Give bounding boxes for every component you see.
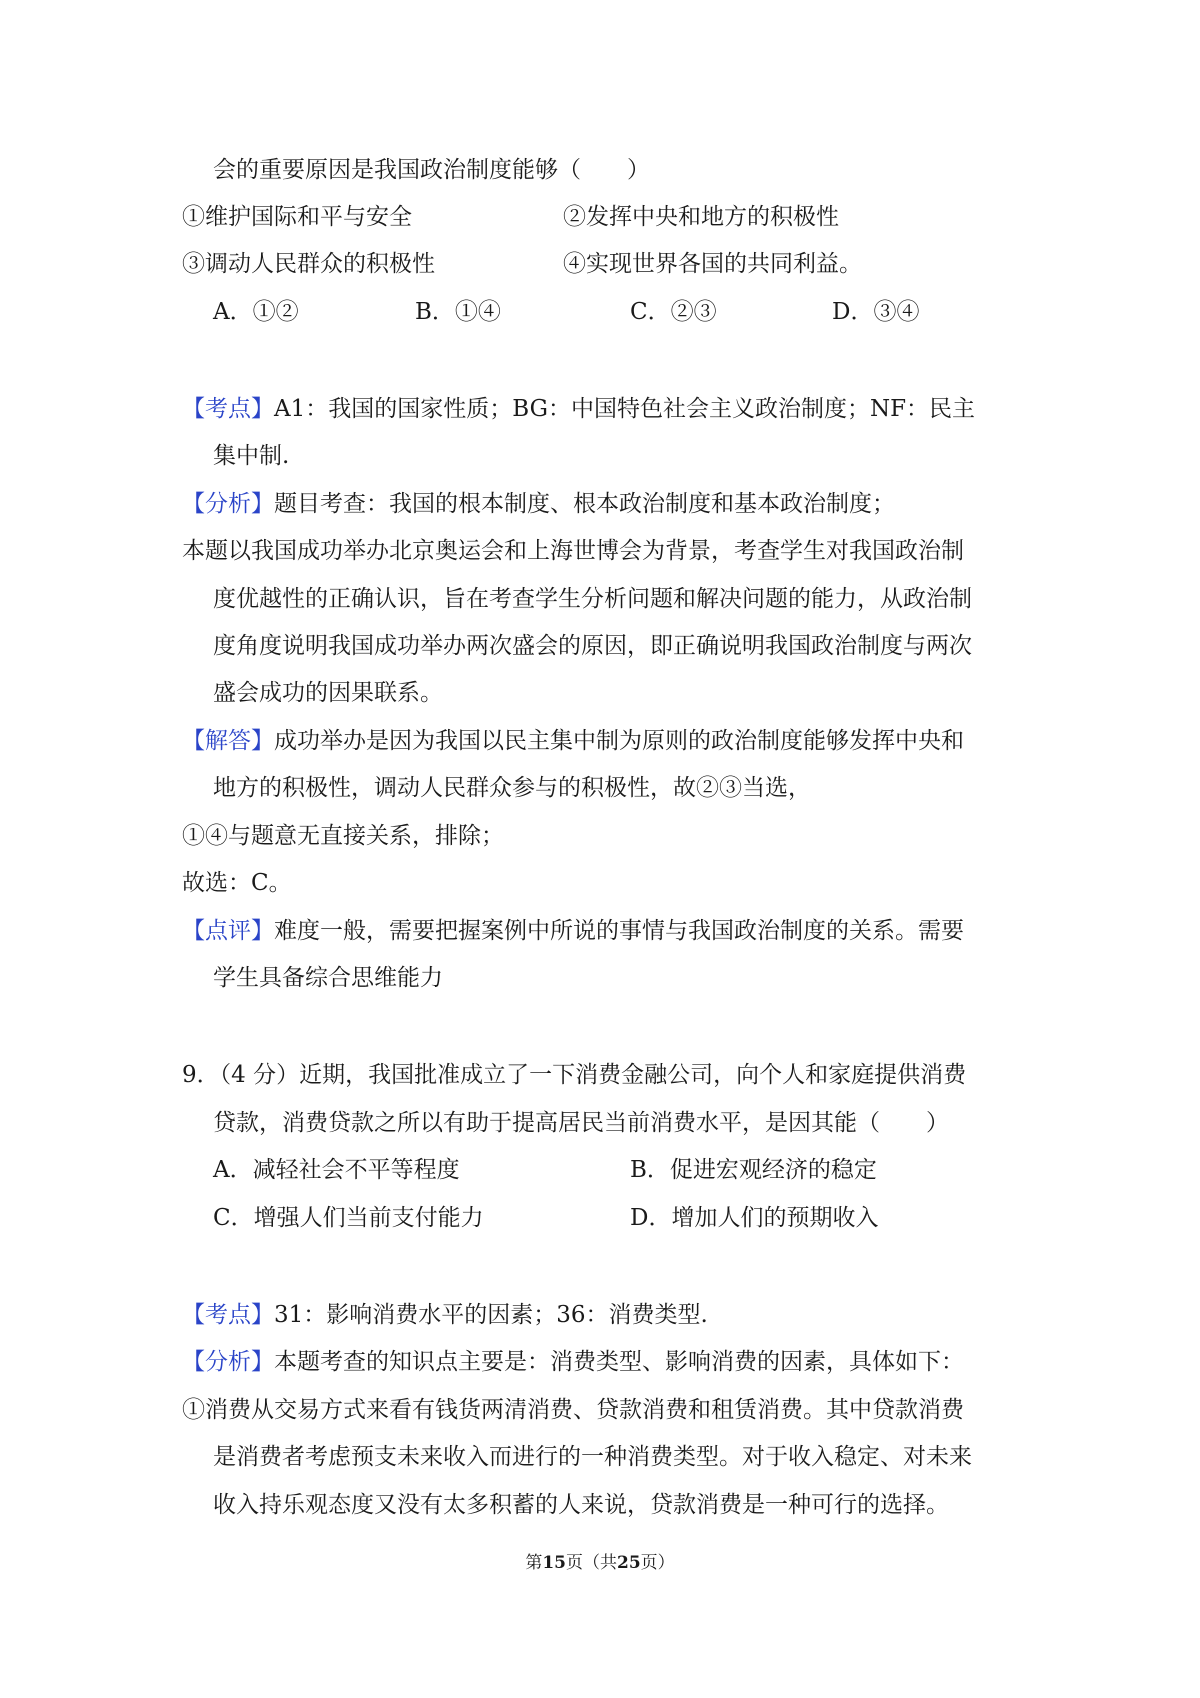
q8-choice-b: B．①④ <box>415 299 501 325</box>
q8-para-l1: 本题以我国成功举办北京奥运会和上海世博会为背景，考查学生对我国政治制 <box>182 538 964 564</box>
q9-choice-b: B．促进宏观经济的稳定 <box>630 1157 877 1183</box>
q8-choice-c: C．②③ <box>630 299 717 325</box>
q9-kaodian <box>182 1300 708 1330</box>
q8-item-3: ③调动人民群众的积极性 <box>182 251 435 277</box>
q8-jieda-l4: 故选：C。 <box>182 870 292 896</box>
q8-para-l2: 度优越性的正确认识，旨在考查学生分析问题和解决问题的能力，从政治制 <box>213 586 972 612</box>
jieda-tag: 【解答】 <box>182 728 274 754</box>
q9-choice-d: D．增加人们的预期收入 <box>630 1205 879 1231</box>
fenxi-tag: 【分析】 <box>182 491 274 517</box>
fenxi-text: 题目考查：我国的根本制度、根本政治制度和基本政治制度； <box>274 491 895 517</box>
q9-fenxi <box>182 1347 964 1377</box>
q8-para-l3: 度角度说明我国成功举办两次盛会的原因，即正确说明我国政治制度与两次 <box>213 633 972 659</box>
q8-fenxi <box>182 489 895 519</box>
q8-dianping <box>182 916 964 946</box>
dianping-tag: 【点评】 <box>182 918 274 944</box>
q8-item-4: ④实现世界各国的共同利益。 <box>563 251 862 277</box>
fenxi-text: 本题考查的知识点主要是：消费类型、影响消费的因素，具体如下： <box>274 1349 964 1375</box>
q9-stem-l2: 贷款，消费贷款之所以有助于提高居民当前消费水平，是因其能（ ） <box>213 1110 949 1136</box>
kaodian-text: 31：影响消费水平的因素；36：消费类型. <box>274 1302 708 1328</box>
jieda-text: 成功举办是因为我国以民主集中制为原则的政治制度能够发挥中央和 <box>274 728 964 754</box>
kaodian-text: A1：我国的国家性质；BG：中国特色社会主义政治制度；NF：民主 <box>274 396 976 422</box>
q8-kaodian-cont: 集中制. <box>213 443 290 469</box>
q8-dianping-l2: 学生具备综合思维能力 <box>213 965 443 991</box>
q9-p1-l1: ①消费从交易方式来看有钱货两清消费、贷款消费和租赁消费。其中贷款消费 <box>182 1397 964 1423</box>
q8-item-2: ②发挥中央和地方的积极性 <box>563 204 839 230</box>
q8-stem-tail: 会的重要原因是我国政治制度能够（ ） <box>213 157 650 183</box>
q8-choice-d: D．③④ <box>832 299 920 325</box>
q9-choice-a: A．减轻社会不平等程度 <box>213 1157 460 1183</box>
footer-page-number: 15 <box>542 1553 566 1573</box>
footer-prefix: 第 <box>525 1553 543 1573</box>
q8-jieda-l2: 地方的积极性，调动人民群众参与的积极性，故②③当选， <box>213 775 811 801</box>
q8-jieda <box>182 726 964 756</box>
q9-choice-c: C．增强人们当前支付能力 <box>213 1205 484 1231</box>
fenxi-tag: 【分析】 <box>182 1349 274 1375</box>
kaodian-tag: 【考点】 <box>182 396 274 422</box>
kaodian-tag: 【考点】 <box>182 1302 274 1328</box>
footer-suffix: 页） <box>640 1553 675 1573</box>
q8-choice-a: A．①② <box>213 299 299 325</box>
q8-kaodian <box>182 394 975 424</box>
q8-item-1: ①维护国际和平与安全 <box>182 204 412 230</box>
footer-total-pages: 25 <box>617 1553 641 1573</box>
footer-mid: 页（共 <box>566 1553 617 1573</box>
q9-stem-l1: 9．（4 分）近期，我国批准成立了一下消费金融公司，向个人和家庭提供消费 <box>182 1062 967 1088</box>
dianping-text: 难度一般，需要把握案例中所说的事情与我国政治制度的关系。需要 <box>274 918 964 944</box>
page-footer <box>0 1552 1200 1574</box>
q8-para-l4: 盛会成功的因果联系。 <box>213 680 443 706</box>
q9-p1-l3: 收入持乐观态度又没有太多积蓄的人来说，贷款消费是一种可行的选择。 <box>213 1492 949 1518</box>
q9-p1-l2: 是消费者考虑预支未来收入而进行的一种消费类型。对于收入稳定、对未来 <box>213 1444 972 1470</box>
q8-jieda-l3: ①④与题意无直接关系，排除； <box>182 823 504 849</box>
